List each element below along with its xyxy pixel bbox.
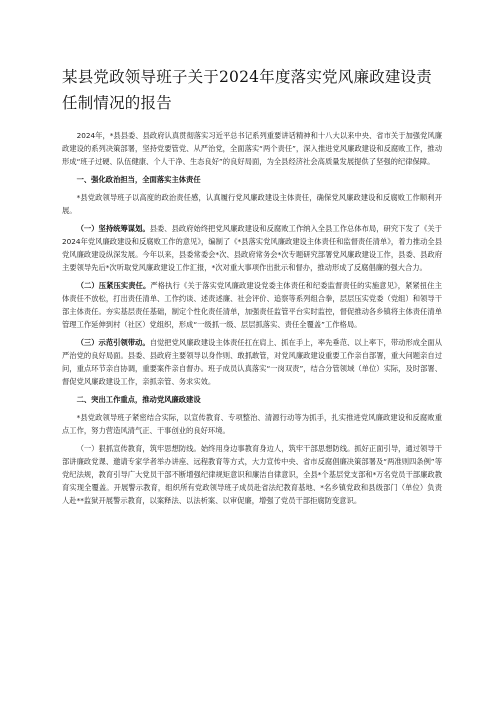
paragraph-lead: （三）示范引领带动。	[76, 338, 150, 347]
document-title: 某县党政领导班子关于2024年度落实党风廉政建设责任制情况的报告	[62, 68, 432, 112]
paragraph-text: 自觉把党风廉政建设主体责任扛在肩上、抓在手上，率先垂范、以上率下，带动形成全面从严治党的良好局面。县委、县政府主要领导以身作则、敢抓敢管，对党风廉政建设重要工作亲自部署，重大问题亲自过问，重点环节亲自协调，重要案件亲自督办。班子成员认真落实“一岗双责”，结合分管领域（单位）实际，及时部署、督促党风廉政建设工作，亲抓亲管、务求实效。	[62, 338, 443, 386]
paragraph-text: 县委、县政府始终把党风廉政建设和反腐败工作纳入全县工作总体布局，研究下发了《关于2024年党风廉政建设和反腐败工作的意见》，编制了《*县落实党风廉政建设主体责任和监督责任清单》，着力推动全县党风廉政建设纵深发展。今年以来，县委常委会*次、县政府常务会*次专题研究部署党风廉政建设工作，县委、县政府主要领导先后*次听取党风廉政建设工作汇报，*次对重大事项作出批示和督办，推动形成了反腐倡廉的强大合力。	[62, 224, 443, 272]
paragraph-lead: （一）坚持统筹谋划。	[76, 224, 150, 233]
section1-intro: *县党政领导班子以高度的政治责任感，认真履行党风廉政建设主体责任，确保党风廉政建设和反腐败工作顺利开展。	[62, 193, 442, 215]
section1-paragraph-3	[62, 336, 442, 388]
paragraph-lead: （一）	[76, 444, 99, 453]
section-heading-1: 一、强化政治担当，全面落实主体责任	[76, 175, 201, 184]
paragraph-text: 狠抓宣传教育，筑牢思想防线。始终用身边事教育身边人，筑牢干部思想防线。抓好正面引导，通过领导干部讲廉政党课、邀请专家学者举办讲座、远程教育等方式，大力宣传中央、省市反腐倡廉决策部署及“两准则四条例”等党纪法规，教育引导广大党员干部不断增强纪律规矩意识和廉洁自律意识，全县*个基层党支部和*万名党员干部廉政教育实现全覆盖。开展警示教育，组织所有党政领导班子成员赴省法纪教育基地、*名乡镇党政和县级部门（单位）负责人赴**监狱开展警示教育，以案释法、以法析案、以审促廉，增强了党员干部拒腐防变意识。	[62, 444, 443, 505]
section1-paragraph-2	[62, 279, 442, 331]
section2-paragraph-1	[62, 442, 442, 507]
intro-paragraph: 2024年，*县县委、县政府认真贯彻落实习近平总书记系列重要讲话精神和十八大以来中央、省市关于加强党风廉政建设的系列决策部署，坚持党要管党、从严治党，全面落实“两个责任”，深入推进党风廉政建设和反腐败工作，推动形成“班子过硬、队伍健康、个人干净、生态良好”的良好局面，为全县经济社会高质量发展提供了坚强的纪律保障。	[62, 131, 442, 166]
section2-intro: *县党政领导班子紧密结合实际，以宣传教育、专项整治、清源行动等为抓手，扎实推进党风廉政建设和反腐败重点工作，努力营造风清气正、干事创业的良好环境。	[62, 413, 442, 435]
document-body	[62, 129, 442, 507]
section-heading-2: 二、突出工作重点，推动党风廉政建设	[76, 395, 201, 404]
paragraph-text: 严格执行《关于落实党风廉政建设党委主体责任和纪委监督责任的实施意见》，紧紧扭住主体责任不放松，打出责任清单、工作约谈、述责述廉、社会评价、追察等系列组合拳，层层压实党委（党组）和领导干部主体责任。夯实基层责任基础，制定个性化责任清单，加强责任监管平台实时监控，督促推动各乡镇将主体责任清单管理工作延伸到村（社区）党组织，形成“一级抓一级、层层抓落实、责任全覆盖”工作格局。	[62, 281, 442, 329]
section1-paragraph-1	[62, 222, 442, 274]
paragraph-lead: （二）压紧压实责任。	[76, 281, 151, 290]
